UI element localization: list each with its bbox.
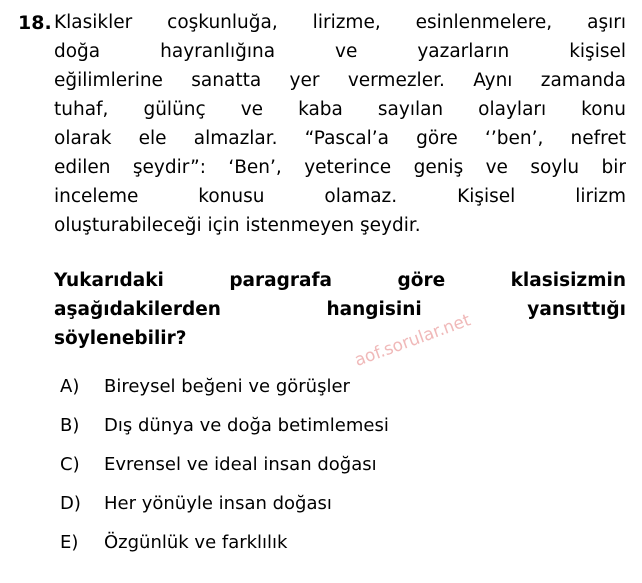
paragraph-line: edilen şeydir”: ‘Ben’, yeterince geniş ve soylu bir — [54, 157, 626, 178]
stem-line: Yukarıdaki paragrafa göre klasisizmin — [54, 270, 626, 291]
paragraph-line: Klasikler coşkunluğa, lirizme, esinlenmelere, aşırı — [54, 12, 626, 33]
option-text: Dış dünya ve doğa betimlemesi — [104, 415, 389, 436]
answer-options — [54, 375, 626, 554]
paragraph-line: olarak ele almazlar. “Pascal’a göre ‘’ben’, nefret — [54, 128, 626, 149]
option-a[interactable] — [60, 375, 626, 398]
paragraph-line: oluşturabileceği için istenmeyen şeydir. — [54, 215, 421, 236]
options-list — [60, 375, 626, 554]
question-body — [54, 8, 626, 570]
option-b[interactable] — [60, 414, 626, 437]
option-letter: B) — [60, 415, 80, 436]
stem-line: söylenebilir? — [54, 328, 187, 349]
paragraph-line: doğa hayranlığına ve yazarların kişisel — [54, 41, 626, 62]
option-letter: A) — [60, 376, 80, 397]
paragraph-line: inceleme konusu olamaz. Kişisel lirizm — [54, 186, 626, 207]
option-letter: E) — [60, 532, 79, 553]
option-letter: C) — [60, 454, 80, 475]
paragraph-line: tuhaf, gülünç ve kaba sayılan olayları konu — [54, 99, 626, 120]
option-text: Özgünlük ve farklılık — [104, 532, 288, 553]
option-letter: D) — [60, 493, 81, 514]
question-block — [18, 8, 626, 570]
question-row — [18, 8, 626, 570]
stem-line: aşağıdakilerden hangisini yansıttığı — [54, 299, 626, 320]
question-stem — [54, 266, 626, 353]
paragraph-line: eğilimlerine sanatta yer vermezler. Aynı zamanda — [54, 70, 626, 91]
option-c[interactable] — [60, 453, 626, 476]
option-e[interactable] — [60, 531, 626, 554]
watermark-diagonal: aof.sorular.net — [352, 310, 474, 371]
question-paragraph — [54, 8, 626, 240]
option-text: Evrensel ve ideal insan doğası — [104, 454, 377, 475]
option-d[interactable] — [60, 492, 626, 515]
question-number: 18. — [18, 12, 52, 34]
option-text: Bireysel beğeni ve görüşler — [104, 376, 350, 397]
option-text: Her yönüyle insan doğası — [104, 493, 332, 514]
